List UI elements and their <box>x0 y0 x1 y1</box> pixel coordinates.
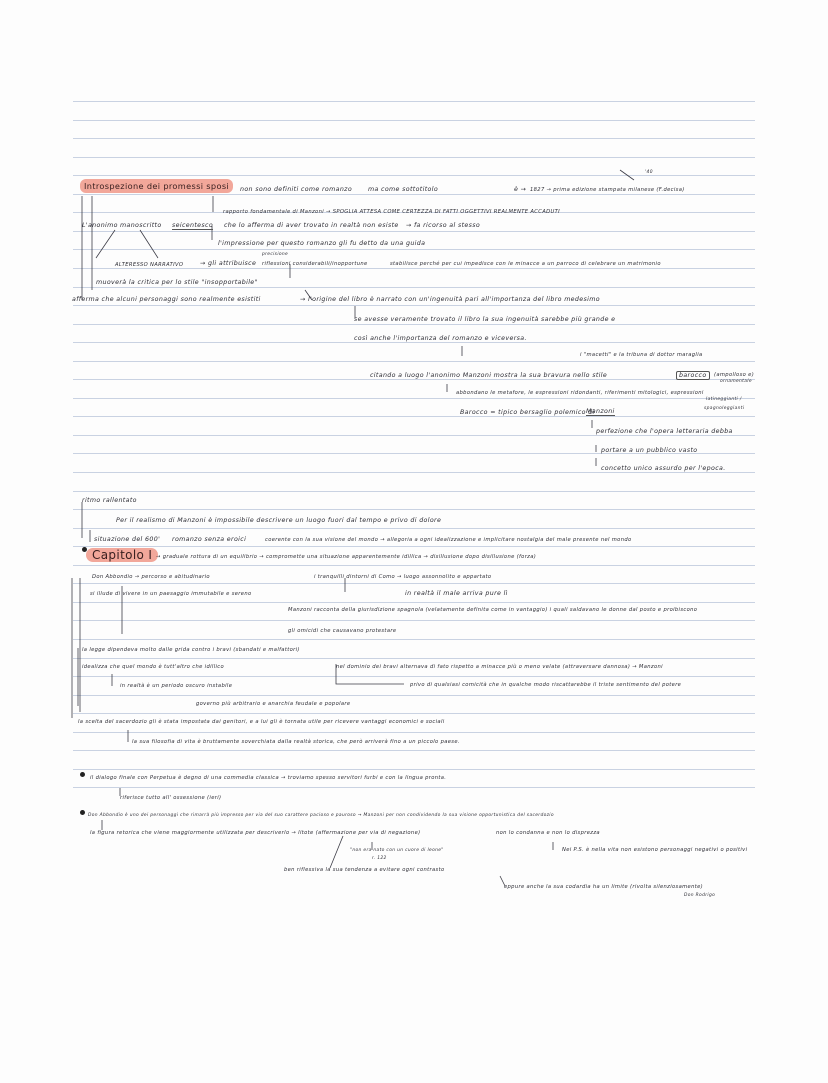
note-line: → graduale rottura di un equilibrio → compromette una situazione apparentemente idillica → disillusione dopo disillusione (forza) <box>156 554 537 560</box>
note-line: è → <box>514 186 527 193</box>
note-line: ALTERESSO NARRATIVO <box>115 262 184 268</box>
note-line: romanzo senza eroici <box>172 536 247 543</box>
note-line: la scelta del sacerdozio gli è stata impostata dai genitori, e a lui gli è tornata utile per ricevere vantaggi economici e sociali <box>78 719 445 725</box>
note-line: afferma che alcuni personaggi sono realmente esistiti <box>72 296 261 303</box>
note-line: in realtà il male arriva pure lì <box>405 590 508 597</box>
note-line: 1827 → prima edizione stampata milanese (F.decisa) <box>530 187 685 193</box>
highlighted-heading: Introspezione dei promessi sposi <box>80 179 233 193</box>
note-line: riferisce tutto all' ossessione (ieri) <box>120 795 222 801</box>
note-line: che lo afferma di aver trovato in realtà non esiste <box>224 222 399 229</box>
note-line: non lo condanna e non lo disprezza <box>496 830 600 836</box>
note-line: il dialogo finale con Perpetua è degno di una commedia classica → troviamo spesso servitori furbi e con la lingua pronta. <box>90 775 447 781</box>
note-line: Nei P.S. è nella vita non esistono personaggi negativi o positivi <box>562 847 748 853</box>
bullet <box>80 810 85 815</box>
note-line: '40 <box>645 170 653 175</box>
note-line: Barocco = tipico bersaglio polemico di <box>460 409 595 416</box>
note-line: concetto unico assurdo per l'epoca. <box>601 465 726 472</box>
note-line: r. 122 <box>372 856 387 861</box>
note-line: manoscritto <box>120 222 162 229</box>
note-line: Manzoni <box>586 408 615 415</box>
note-line: muoverà la critica per lo stile "insopportabile" <box>96 279 258 286</box>
note-line: Manzoni racconta della giurisdizione spagnola (velatamente definita come in vantaggio) i quali saldavano le donne dal posto e proibiscono <box>288 607 698 613</box>
note-line: Per il realismo di Manzoni è impossibile descrivere un luogo fuori dal tempo e privo di dolore <box>116 517 442 524</box>
note-line: latineggianti / <box>706 397 742 402</box>
note-line: ma come sottotitolo <box>368 186 439 193</box>
note-line: citando a luogo l'anonimo Manzoni mostra la sua bravura nello stile <box>370 372 608 379</box>
note-line: stabilisce perché per cui impedisce con le minacce a un parroco di celebrare un matrimonio <box>390 261 661 267</box>
note-line: se avesse veramente trovato il libro la sua ingenuità sarebbe più grande e <box>354 316 616 323</box>
note-line: precisione <box>262 252 289 257</box>
note-line: la legge dipendeva molto dalle grida contro i bravi (sbandati e malfattori) <box>82 647 300 653</box>
note-line: portare a un pubblico vasto <box>601 447 698 454</box>
note-line: nel dominio dei bravi alternava di fato rispetto a minacce più o meno velate (attraversare dannosa) → Manzoni <box>336 664 663 670</box>
note-line: L'anonimo <box>82 222 118 229</box>
note-line: la sua filosofia di vita è bruttamente soverchiata dalla realtà storica, che però arriverà fino a un piccolo paese. <box>132 739 460 745</box>
branch-anonimo <box>96 230 158 258</box>
note-line: Don Abbondio → percorso e abitudinario <box>92 574 210 580</box>
note-line: Don Rodrigo <box>684 893 716 898</box>
note-line: "non era nato con un cuore di leone" <box>350 848 444 853</box>
bullet <box>80 772 85 777</box>
note-line: così anche l'importanza del romanzo e viceversa. <box>354 335 527 342</box>
note-line: seicentesco <box>172 222 214 229</box>
note-line: l'impressione per questo romanzo gli fu detto da una guida <box>218 240 426 247</box>
note-line: ornamentale <box>720 379 752 384</box>
highlighted-heading: Capitolo I <box>86 548 158 562</box>
note-line: eppure anche la sua codardia ha un limite (rivolta silenziosamente) <box>504 884 704 890</box>
note-line: Don Abbondio è uno dei personaggi che rimarrà più impresso per via del suo carattere pacioso e pauroso → Manzoni per non condividendo la sua visione opportunistica del sacerdozio <box>88 813 554 818</box>
note-line: ritmo rallentato <box>82 497 137 504</box>
note-line: gli omicidi che causavano protestare <box>288 628 397 634</box>
note-line: la figura retorica che viene maggiormente utilizzata per descriverlo → litote (affermazione per via di negazione) <box>90 830 421 836</box>
note-line: i tranquilli dintorni di Como → luogo assonnolito e appartato <box>314 574 492 580</box>
note-line: spagnoleggianti <box>704 406 745 411</box>
note-line: (ampolloso e) <box>714 372 755 378</box>
note-line: ben riflessiva la sua tendenza a evitare ogni contrasto <box>284 867 445 873</box>
arrow-1827 <box>620 170 634 180</box>
note-line: situazione del 600' <box>94 536 161 543</box>
arrow-litote <box>330 836 343 868</box>
note-line: riflessioni considerabili/inopportune <box>262 261 368 267</box>
boxed-word: barocco <box>676 371 710 380</box>
note-line: coerente con la sua visione del mondo → allegoria a ogni idealizzazione e implicitare nostalgia del male presente nel mondo <box>265 537 632 543</box>
note-line: perfezione che l'opera letteraria debba <box>596 428 733 435</box>
note-line: si illude di vivere in un paesaggio immutabile e sereno <box>90 591 252 597</box>
note-line: → gli attribuisce <box>200 260 257 267</box>
note-line: i "macetti" e la tribuna di dottor maraglia <box>580 352 703 358</box>
note-line: in realtà è un periodo oscuro instabile <box>120 683 233 689</box>
note-line: privo di qualsiasi comicità che in qualche modo riscattarebbe il triste sentimento del potere <box>410 682 682 688</box>
note-line: idealizza che quel mondo è tutt'altro che idillico <box>82 664 225 670</box>
note-line: governo più arbitrario e anarchia feudale e popolare <box>196 701 351 707</box>
note-line: → l'origine del libro è narrato con un'ingenuità pari all'importanza del libro medesimo <box>300 296 600 303</box>
note-line: non sono definiti come romanzo <box>240 186 353 193</box>
note-line: abbondano le metafore, le espressioni ridondanti, riferimenti mitologici, espressioni <box>456 390 704 396</box>
note-line: rapporto fondamentale di Manzoni → SPOGLIA ATTESA COME CERTEZZA DI FATTI OGGETTIVI REALMENTE ACCADUTI <box>223 209 560 215</box>
note-line: → fa ricorso al stesso <box>406 222 481 229</box>
